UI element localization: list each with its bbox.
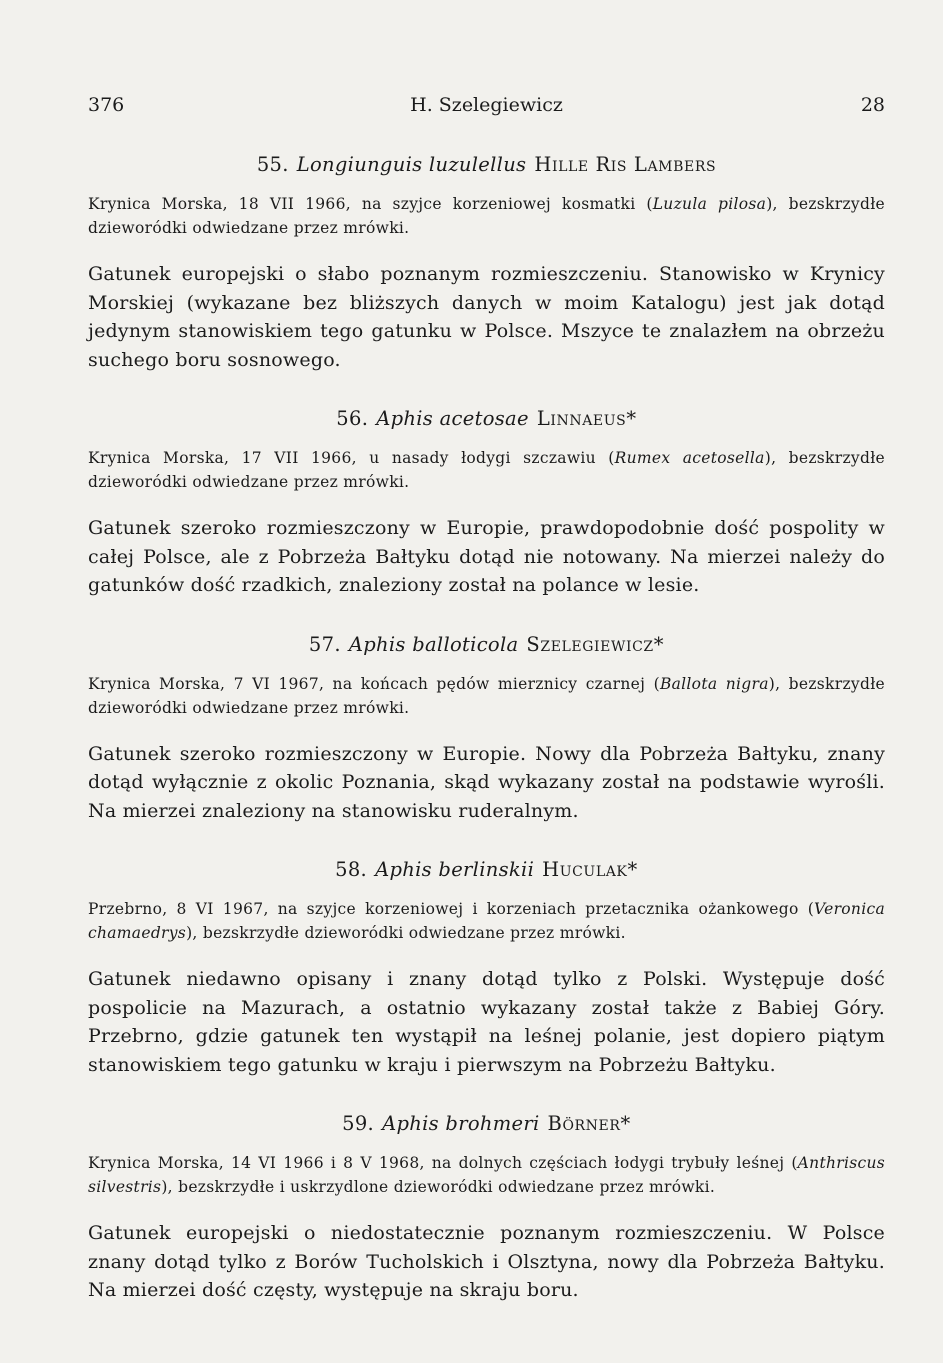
- record-text: ), bezskrzydłe i uskrzydlone dzieworódki odwiedzane przez mrówki.: [161, 1178, 716, 1196]
- record-text: Krynica Morska, 14 VI 1966 i 8 V 1968, na dolnych częściach łodygi trybuły leśnej (: [88, 1154, 798, 1172]
- species-number: 59.: [342, 1112, 375, 1135]
- species-entry-55: [88, 150, 885, 374]
- species-name: Aphis acetosae: [376, 407, 529, 430]
- species-heading: [88, 855, 885, 885]
- body-text: [88, 150, 885, 1335]
- record-text: ), bezskrzydłe dzieworódki odwiedzane przez mrówki.: [88, 674, 886, 717]
- discussion-paragraph: Gatunek szeroko rozmieszczony w Europie. Nowy dla Pobrzeża Bałtyku, znany dotąd wyłącznie z okolic Poznania, skąd wykazany został na podstawie wyrośli. Na mierzei znaleziony na stanowisku ruderalnym.: [88, 742, 885, 822]
- species-entry-58: [88, 855, 885, 1079]
- record-text: Krynica Morska, 7 VI 1967, na końcach pędów mierznicy czarnej (: [88, 674, 660, 693]
- species-heading: [88, 404, 885, 434]
- species-name: Aphis berlinskii: [375, 858, 535, 881]
- species-authority: Hille Ris Lambers: [534, 153, 717, 176]
- species-name: Aphis brohmeri: [382, 1112, 540, 1135]
- species-number: 58.: [335, 858, 368, 881]
- record-text: Krynica Morska, 17 VII 1966, u nasady łodygi szczawiu (: [88, 449, 615, 467]
- page-number: 376: [88, 94, 125, 116]
- collection-record: [88, 446, 885, 494]
- species-name: Aphis balloticola: [348, 632, 519, 656]
- record-text: Przebrno, 8 VI 1967, na szyjce korzeniowej i korzeniach przetacznika ożankowego (: [88, 900, 815, 918]
- volume-number: 28: [860, 94, 885, 116]
- species-number: 55.: [256, 153, 289, 176]
- species-heading: [88, 630, 885, 660]
- species-authority: Szelegiewicz*: [526, 632, 665, 656]
- species-entry-57: [88, 630, 885, 826]
- species-heading: [88, 1109, 885, 1139]
- discussion-paragraph: Gatunek niedawno opisany i znany dotąd tylko z Polski. Występuje dość pospolicie na Mazurach, a ostatnio wykazany został także z Babiej Góry. Przebrno, gdzie gatunek ten wystąpił na leśnej polanie, jest dopiero piątym stanowiskiem tego gatunku w kraju i pierwszym na Pobrzeżu Bałtyku.: [88, 968, 885, 1076]
- species-authority: Linnaeus*: [536, 407, 637, 430]
- record-host-plant: Ballota nigra: [659, 674, 769, 693]
- record-text: ), bezskrzydłe dzieworódki odwiedzane przez mrówki.: [88, 449, 885, 491]
- record-host-plant: Rumex acetosella: [614, 449, 765, 467]
- species-number: 56.: [336, 407, 369, 430]
- running-author: H. Szelegiewicz: [410, 94, 563, 116]
- discussion-paragraph: Gatunek europejski o niedostatecznie poznanym rozmieszczeniu. W Polsce znany dotąd tylko z Borów Tucholskich i Olsztyna, nowy dla Pobrzeża Bałtyku. Na mierzei dość częsty, występuje na skraju boru.: [88, 1222, 885, 1301]
- record-host-plant: Anthriscus silvestris: [88, 1154, 885, 1196]
- running-header: [88, 94, 885, 124]
- discussion-paragraph: Gatunek szeroko rozmieszczony w Europie, prawdopodobnie dość pospolity w całej Polsce, ale z Pobrzeża Bałtyku dotąd nie notowany. Na mierzei należy do gatunków dość rzadkich, znaleziony został na polance w lesie.: [88, 517, 885, 596]
- species-authority: Huculak*: [542, 858, 638, 881]
- species-heading: [88, 150, 885, 180]
- collection-record: [88, 897, 885, 945]
- species-authority: Börner*: [547, 1112, 631, 1135]
- record-host-plant: Veronica chamaedrys: [88, 900, 885, 942]
- record-text: ), bezskrzydłe dzieworódki odwiedzane przez mrówki.: [186, 924, 626, 942]
- record-text: Krynica Morska, 18 VII 1966, na szyjce korzeniowej kosmatki (: [88, 195, 653, 213]
- species-number: 57.: [308, 632, 341, 656]
- record-text: ), bezskrzydłe dzieworódki odwiedzane przez mrówki.: [88, 195, 885, 237]
- species-name: Longiunguis luzulellus: [296, 153, 527, 176]
- species-entry-59: [88, 1109, 885, 1305]
- collection-record: [88, 1151, 885, 1199]
- collection-record: [88, 192, 885, 240]
- discussion-paragraph: Gatunek europejski o słabo poznanym rozmieszczeniu. Stanowisko w Krynicy Morskiej (wykazane bez bliższych danych w moim Katalogu) jest jak dotąd jedynym stanowiskiem tego gatunku w Polsce. Mszyce te znalazłem na obrzeżu suchego boru sosnowego.: [88, 263, 885, 371]
- species-entry-56: [88, 404, 885, 600]
- collection-record: [88, 672, 885, 720]
- record-host-plant: Luzula pilosa: [652, 195, 767, 213]
